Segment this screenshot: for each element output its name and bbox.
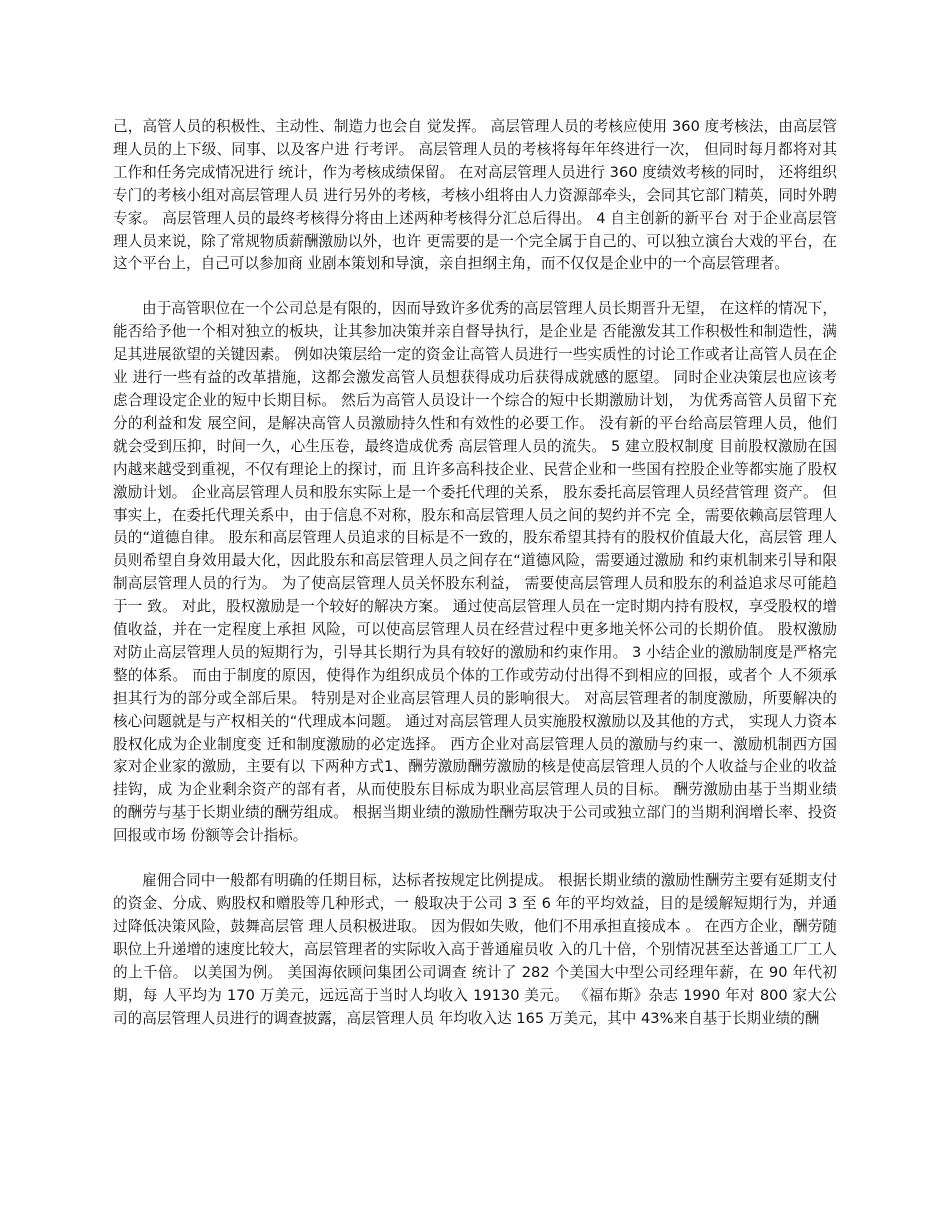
paragraph-3: 雇佣合同中一般都有明确的任期目标，达标者按规定比例提成。 根据长期业绩的激励性酬劳主要有延期支付的资金、分成、购股权和赠股等几种形式，一 般取决于公司 3 至 6 年的平均效益，目的是缓解短期行为，并通过降低决策风险，鼓舞高层管 理人员积极进取。 因为假如失败，他们不用承担直接成本 。 在西方企业，酬劳随职位上升递增的速度比较大，高层管理者的实际收入高于普通雇员收 入的几十倍，个别情况甚至达普通工厂工人的上千倍。 以美国为例。 美国海依顾问集团公司调查 统计了 282 个美国大中型公司经理年薪，在 90 年代初期，每 人平均为 170 万美元，远远高于当时人均收入 19130 美元。 《福布斯》杂志 1990 年对 800 家大公司的高层管理人员进行的调查披露，高层管理人员 年均收入达 165 万美元，其中 43%来自基于长期业绩的酬 bbox=[113, 872, 837, 1027]
paragraph-spacer bbox=[113, 848, 837, 870]
document-page bbox=[113, 116, 837, 1030]
paragraph-2: 由于高管职位在一个公司总是有限的，因而导致许多优秀的高层管理人员长期晋升无望， 在这样的情况下，能否给予他一个相对独立的板块，让其参加决策并亲自督导执行，是企业是 否能激发其工作积极性和制造性，满足其进展欲望的关键因素。 例如决策层给一定的资金让高管人员进行一些实质性的讨论工作或者让高管人员在企业 进行一些有益的改革措施，这都会激发高管人员想获得成功后获得成就感的愿望。 同时企业决策层也应该考虑合理设定企业的短中长期目标。 然后为高管人员设计一个综合的短中长期激励计划， 为优秀高管人员留下充分的利益和发 展空间，是解决高管人员激励持久性和有效性的必要工作。 没有新的平台给高层管理人员，他们就会受到压抑，时间一久，心生压卷，最终造成优秀 高层管理人员的流失。 5 建立股权制度 目前股权激励在国内越来越受到重视，不仅有理论上的探讨，而 且许多高科技企业、民营企业和一些国有控股企业等都实施了股权激励计划。 企业高层管理人员和股东实际上是一个委托代理的关系， 股东委托高层管理人员经营管理 资产。 但事实上，在委托代理关系中，由于信息不对称，股东和高层管理人员之间的契约并不完 全，需要依赖高层管理人员的“道德自律。 股东和高层管理人员追求的目标是不一致的，股东希望其持有的股权价值最大化，高层管 理人员则希望自身效用最大化，因此股东和高层管理人员之间存在“道德风险，需要通过激励 和约束机制来引导和限制高层管理人员的行为。 为了使高层管理人员关怀股东利益， 需要使高层管理人员和股东的利益追求尽可能趋于一 致。 对此，股权激励是一个较好的解决方案。 通过使高层管理人员在一定时期内持有股权，享受股权的增值收益，并在一定程度上承担 风险，可以使高层管理人员在经营过程中更多地关怀公司的长期价值。 股权激励对防止高层管理人员的短期行为，引导其长期行为具有较好的激励和约束作用。 3 小结企业的激励制度是严格完整的体系。 而由于制度的原因，使得作为组织成员个体的工作或劳动付出得不到相应的回报，或者个 人不须承担其行为的部分或全部后果。 特别是对企业高层管理人员的影响很大。 对高层管理者的制度激励，所要解决的核心问题就是与产权相关的“代理成本问题。 通过对高层管理人员实施股权激励以及其他的方式， 实现人力资本股权化成为企业制度变 迁和制度激励的必定选择。 西方企业对高层管理人员的激励与约束一、激励机制西方国家对企业家的激励，主要有以 下两种方式1、酬劳激励酬劳激励的核是使高层管理人员的个人收益与企业的收益挂钩，成 为企业剩余资产的部有者，从而使股东目标成为职业高层管理人员的目标。 酬劳激励由基于当期业绩的酬劳与基于长期业绩的酬劳组成。 根据当期业绩的激励性酬劳取决于公司或独立部门的当期利润增长率、投资 回报或市场 份额等会计指标。 bbox=[113, 300, 837, 845]
paragraph-spacer bbox=[113, 276, 837, 298]
paragraph-1: 己，高管人员的积极性、主动性、制造力也会自 觉发挥。 高层管理人员的考核应使用 360 度考核法，由高层管理人员的上下级、同事、以及客户进 行考评。 高层管理人员的考核将每年年终进行一次， 但同时每月都将对其工作和任务完成情况进行 统计，作为考核成绩保留。 在对高层管理人员进行 360 度绩效考核的同时， 还将组织专门的考核小组对高层管理人员 进行另外的考核，考核小组将由人力资源部牵头，会同其它部门精英，同时外聘专家。 高层管理人员的最终考核得分将由上述两种考核得分汇总后得出。 4 自主创新的新平台 对于企业高层管理人员来说，除了常规物质薪酬激励以外，也许 更需要的是一个完全属于自己的、可以独立演台大戏的平台，在这个平台上，自己可以参加商 业剧本策划和导演，亲自担纲主角，而不仅仅是企业中的一个高层管理者。 bbox=[113, 118, 837, 273]
